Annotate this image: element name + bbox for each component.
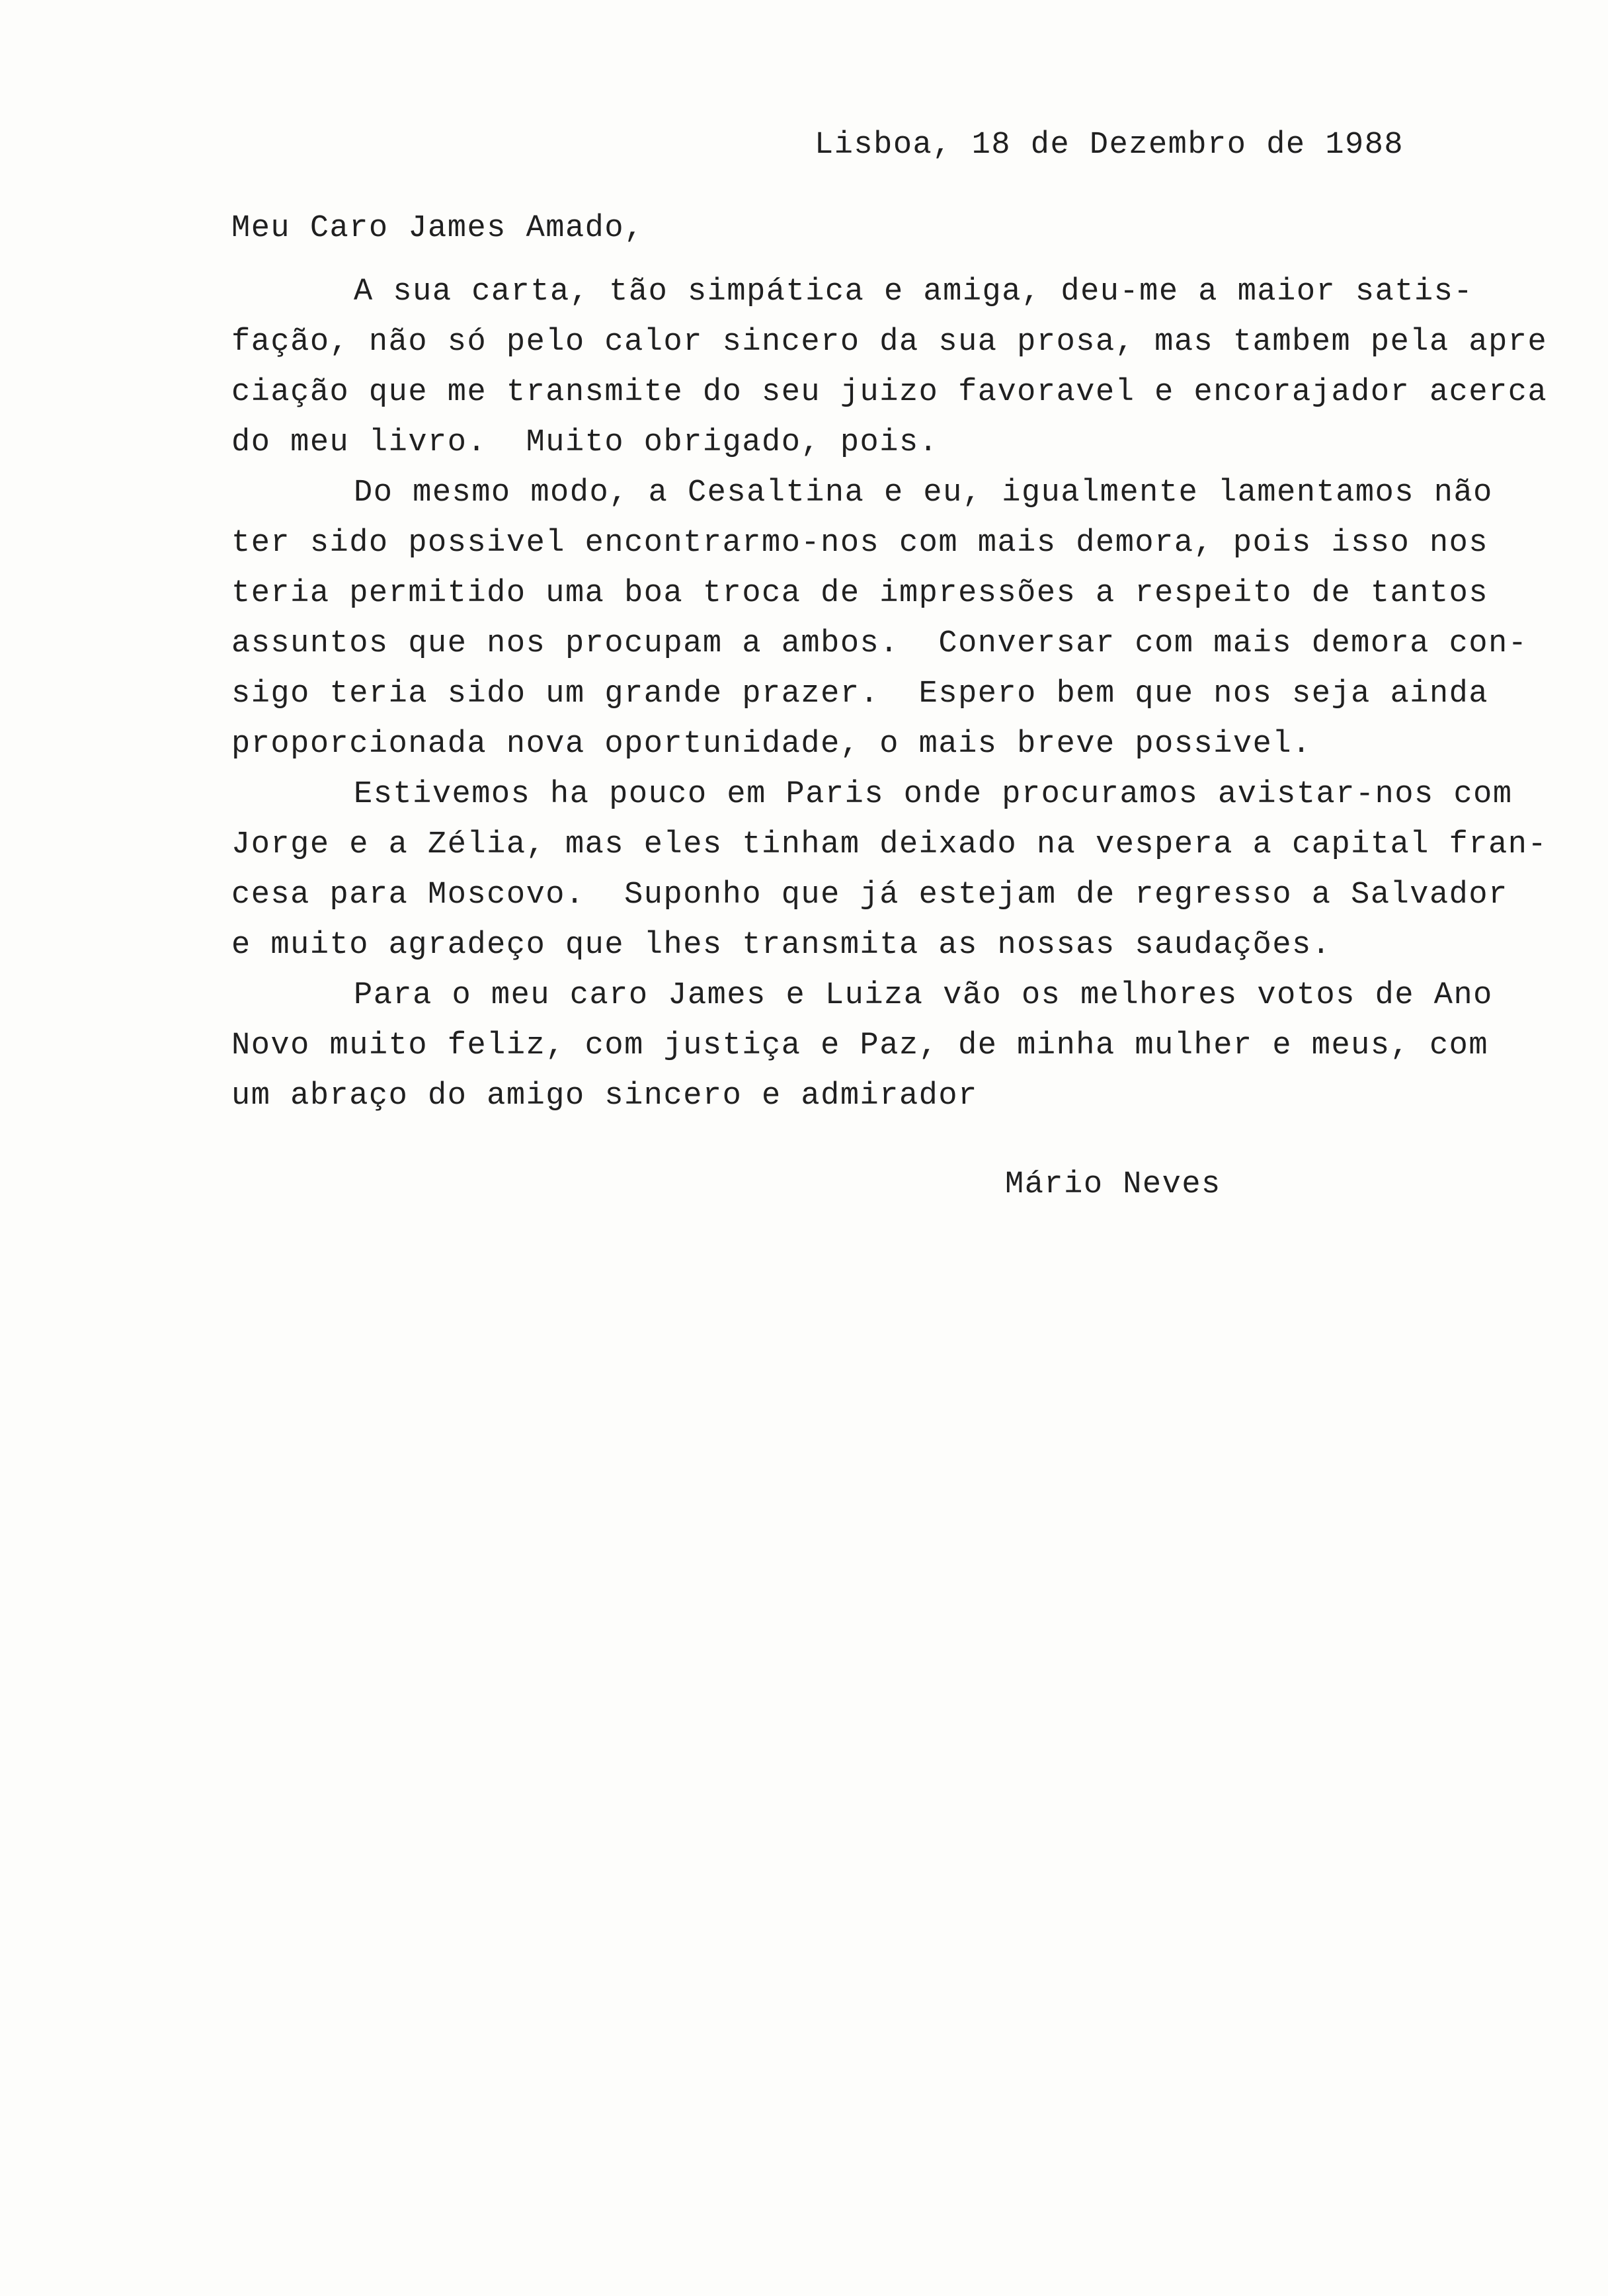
body-line: Para o meu caro James e Luiza vão os melhores votos de Ano [354, 978, 1493, 1013]
body-line: ciação que me transmite do seu juizo favoravel e encorajador acerca [231, 375, 1548, 410]
body-line: Jorge e a Zélia, mas eles tinham deixado na vespera a capital fran- [231, 827, 1548, 862]
body-line: A sua carta, tão simpática e amiga, deu-me a maior satis- [354, 274, 1474, 309]
letter-salutation: Meu Caro James Amado, [231, 211, 644, 246]
body-line: fação, não só pelo calor sincero da sua prosa, mas tambem pela apre [231, 325, 1548, 360]
letter-date: Lisboa, 18 de Dezembro de 1988 [815, 128, 1404, 163]
body-line: e muito agradeço que lhes transmita as nossas saudações. [231, 928, 1332, 963]
body-line: um abraço do amigo sincero e admirador [231, 1079, 978, 1114]
body-line: sigo teria sido um grande prazer. Espero bem que nos seja ainda [231, 676, 1489, 712]
body-line: cesa para Moscovo. Suponho que já estejam de regresso a Salvador [231, 878, 1508, 913]
body-line: teria permitido uma boa troca de impressões a respeito de tantos [231, 576, 1489, 611]
body-line: assuntos que nos procupam a ambos. Conversar com mais demora con- [231, 626, 1528, 661]
letter-signature: Mário Neves [1005, 1167, 1221, 1202]
body-line: Estivemos ha pouco em Paris onde procuramos avistar-nos com [354, 777, 1513, 812]
body-line: ter sido possivel encontrarmo-nos com mais demora, pois isso nos [231, 526, 1489, 561]
body-line: Do mesmo modo, a Cesaltina e eu, igualmente lamentamos não [354, 475, 1493, 511]
body-line: Novo muito feliz, com justiça e Paz, de minha mulher e meus, com [231, 1028, 1489, 1063]
body-line: do meu livro. Muito obrigado, pois. [231, 425, 939, 460]
body-line: proporcionada nova oportunidade, o mais breve possivel. [231, 727, 1312, 762]
